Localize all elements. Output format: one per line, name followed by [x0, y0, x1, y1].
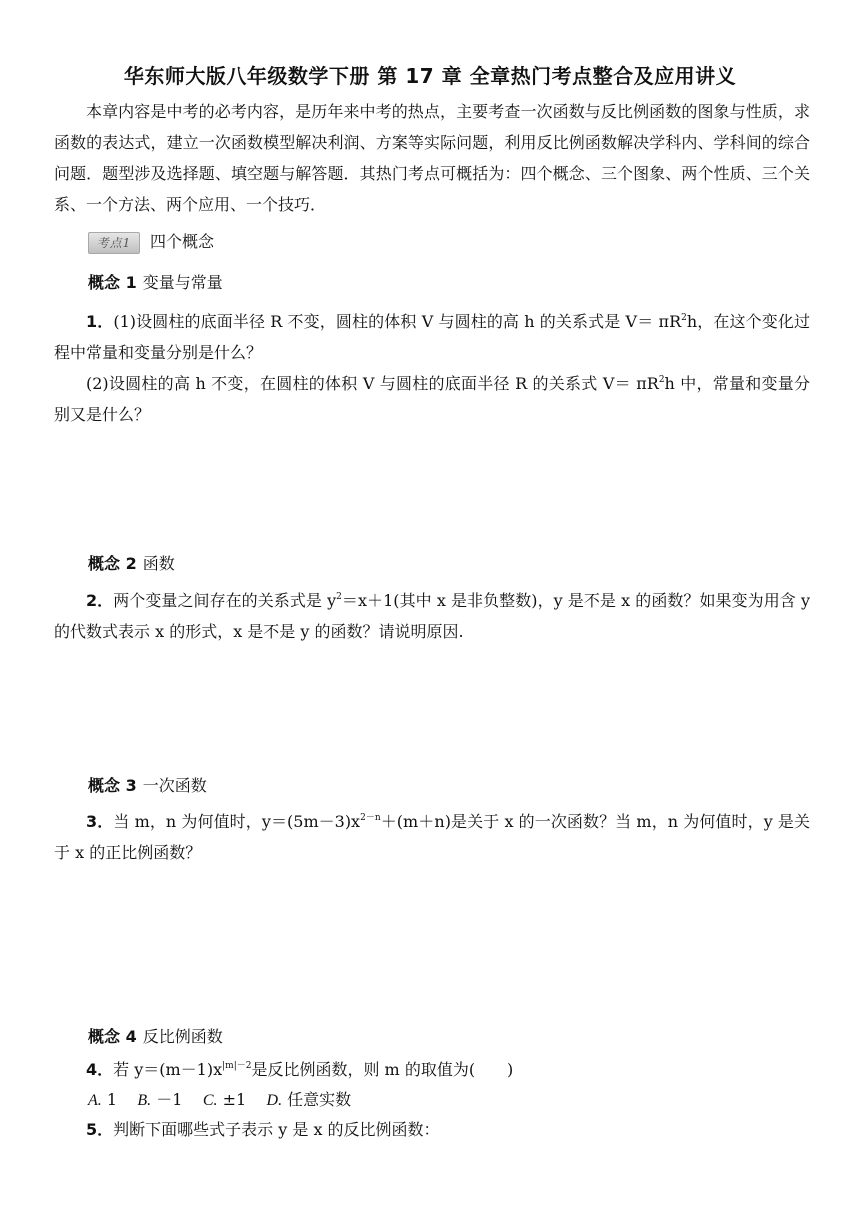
- concept-number: 概念 1: [88, 273, 137, 292]
- question-5: [54, 1114, 810, 1145]
- concept-2-heading: [88, 551, 175, 574]
- concept-number: 概念 3: [88, 776, 137, 795]
- option-letter: C.: [202, 1092, 218, 1109]
- concept-label: 一次函数: [142, 776, 207, 795]
- option-letter: D.: [266, 1092, 283, 1109]
- concept-number: 概念 2: [88, 554, 137, 573]
- question-text: 当 m，n 为何值时，y＝(5m－3)x: [113, 812, 361, 831]
- question-text: (1)设圆柱的底面半径 R 不变，圆柱的体积 V 与圆柱的高 h 的关系式是 V＝ πR: [113, 312, 682, 331]
- question-1-part-1: [54, 306, 810, 368]
- question-text: ＋(m＋n)是关于 x 的一次函数？当 m，n 为何值时，y 是关于 x 的正比例函数？: [54, 812, 810, 862]
- superscript: 2－n: [360, 813, 381, 823]
- question-4-options: [88, 1084, 808, 1116]
- question-text: (2)设圆柱的高 h 不变，在圆柱的体积 V 与圆柱的底面半径 R 的关系式 V＝ πR: [86, 374, 659, 393]
- page-title: 华东师大版八年级数学下册 第 17 章 全章热门考点整合及应用讲义: [123, 64, 737, 88]
- option-value: －1: [156, 1090, 183, 1109]
- concept-4-heading: [88, 1024, 223, 1047]
- concept-label: 反比例函数: [142, 1027, 223, 1046]
- question-text: 判断下面哪些式子表示 y 是 x 的反比例函数：: [113, 1120, 440, 1139]
- concept-3-heading: [88, 773, 207, 796]
- concept-label: 函数: [142, 554, 175, 573]
- superscript: 2: [336, 592, 342, 602]
- question-number: 5．: [86, 1120, 114, 1139]
- concept-1-heading: [88, 270, 223, 293]
- question-text: 是反比例函数，则 m 的取值为( ): [251, 1060, 514, 1079]
- question-text: h，在这个变化过程中常量和变量分别是什么？: [54, 312, 810, 362]
- question-1-part-2: [54, 368, 810, 430]
- question-text: h 中，常量和变量分别又是什么？: [54, 374, 810, 424]
- question-number: 2．: [86, 591, 114, 610]
- option-value: ±1: [222, 1090, 247, 1109]
- question-number: 3．: [86, 812, 114, 831]
- option-value: 任意实数: [287, 1090, 352, 1109]
- question-text: 两个变量之间存在的关系式是 y: [113, 591, 337, 610]
- section-heading: [88, 229, 214, 254]
- question-number: 1．: [86, 312, 114, 331]
- question-number: 4．: [86, 1060, 114, 1079]
- option-letter: A.: [88, 1092, 102, 1109]
- question-2: [54, 585, 810, 647]
- kaodian-badge: 考点1: [88, 232, 140, 254]
- question-text: 若 y＝(m－1)x: [113, 1060, 223, 1079]
- question-text: ＝x＋1(其中 x 是非负整数)，y 是不是 x 的函数？如果变为用含 y 的代数式表示 x 的形式，x 是不是 y 的函数？请说明原因.: [54, 591, 810, 641]
- superscript: |m|－2: [222, 1061, 252, 1071]
- question-3: [54, 806, 810, 868]
- concept-number: 概念 4: [88, 1027, 137, 1046]
- question-4: [54, 1054, 810, 1085]
- superscript: 2: [681, 313, 687, 323]
- section-label: 四个概念: [150, 232, 215, 251]
- option-value: 1: [106, 1090, 118, 1109]
- concept-label: 变量与常量: [142, 273, 223, 292]
- superscript: 2: [658, 375, 665, 385]
- option-letter: B.: [137, 1092, 152, 1109]
- intro-paragraph: 本章内容是中考的必考内容，是历年来中考的热点，主要考查一次函数与反比例函数的图象与性质，求函数的表达式，建立一次函数模型解决利润、方案等实际问题，利用反比例函数解决学科内、学科间的综合问题．题型涉及选择题、填空题与解答题．其热门考点可概括为：四个概念、三个图象、两个性质、三个关系、一个方法、两个应用、一个技巧．: [54, 102, 810, 214]
